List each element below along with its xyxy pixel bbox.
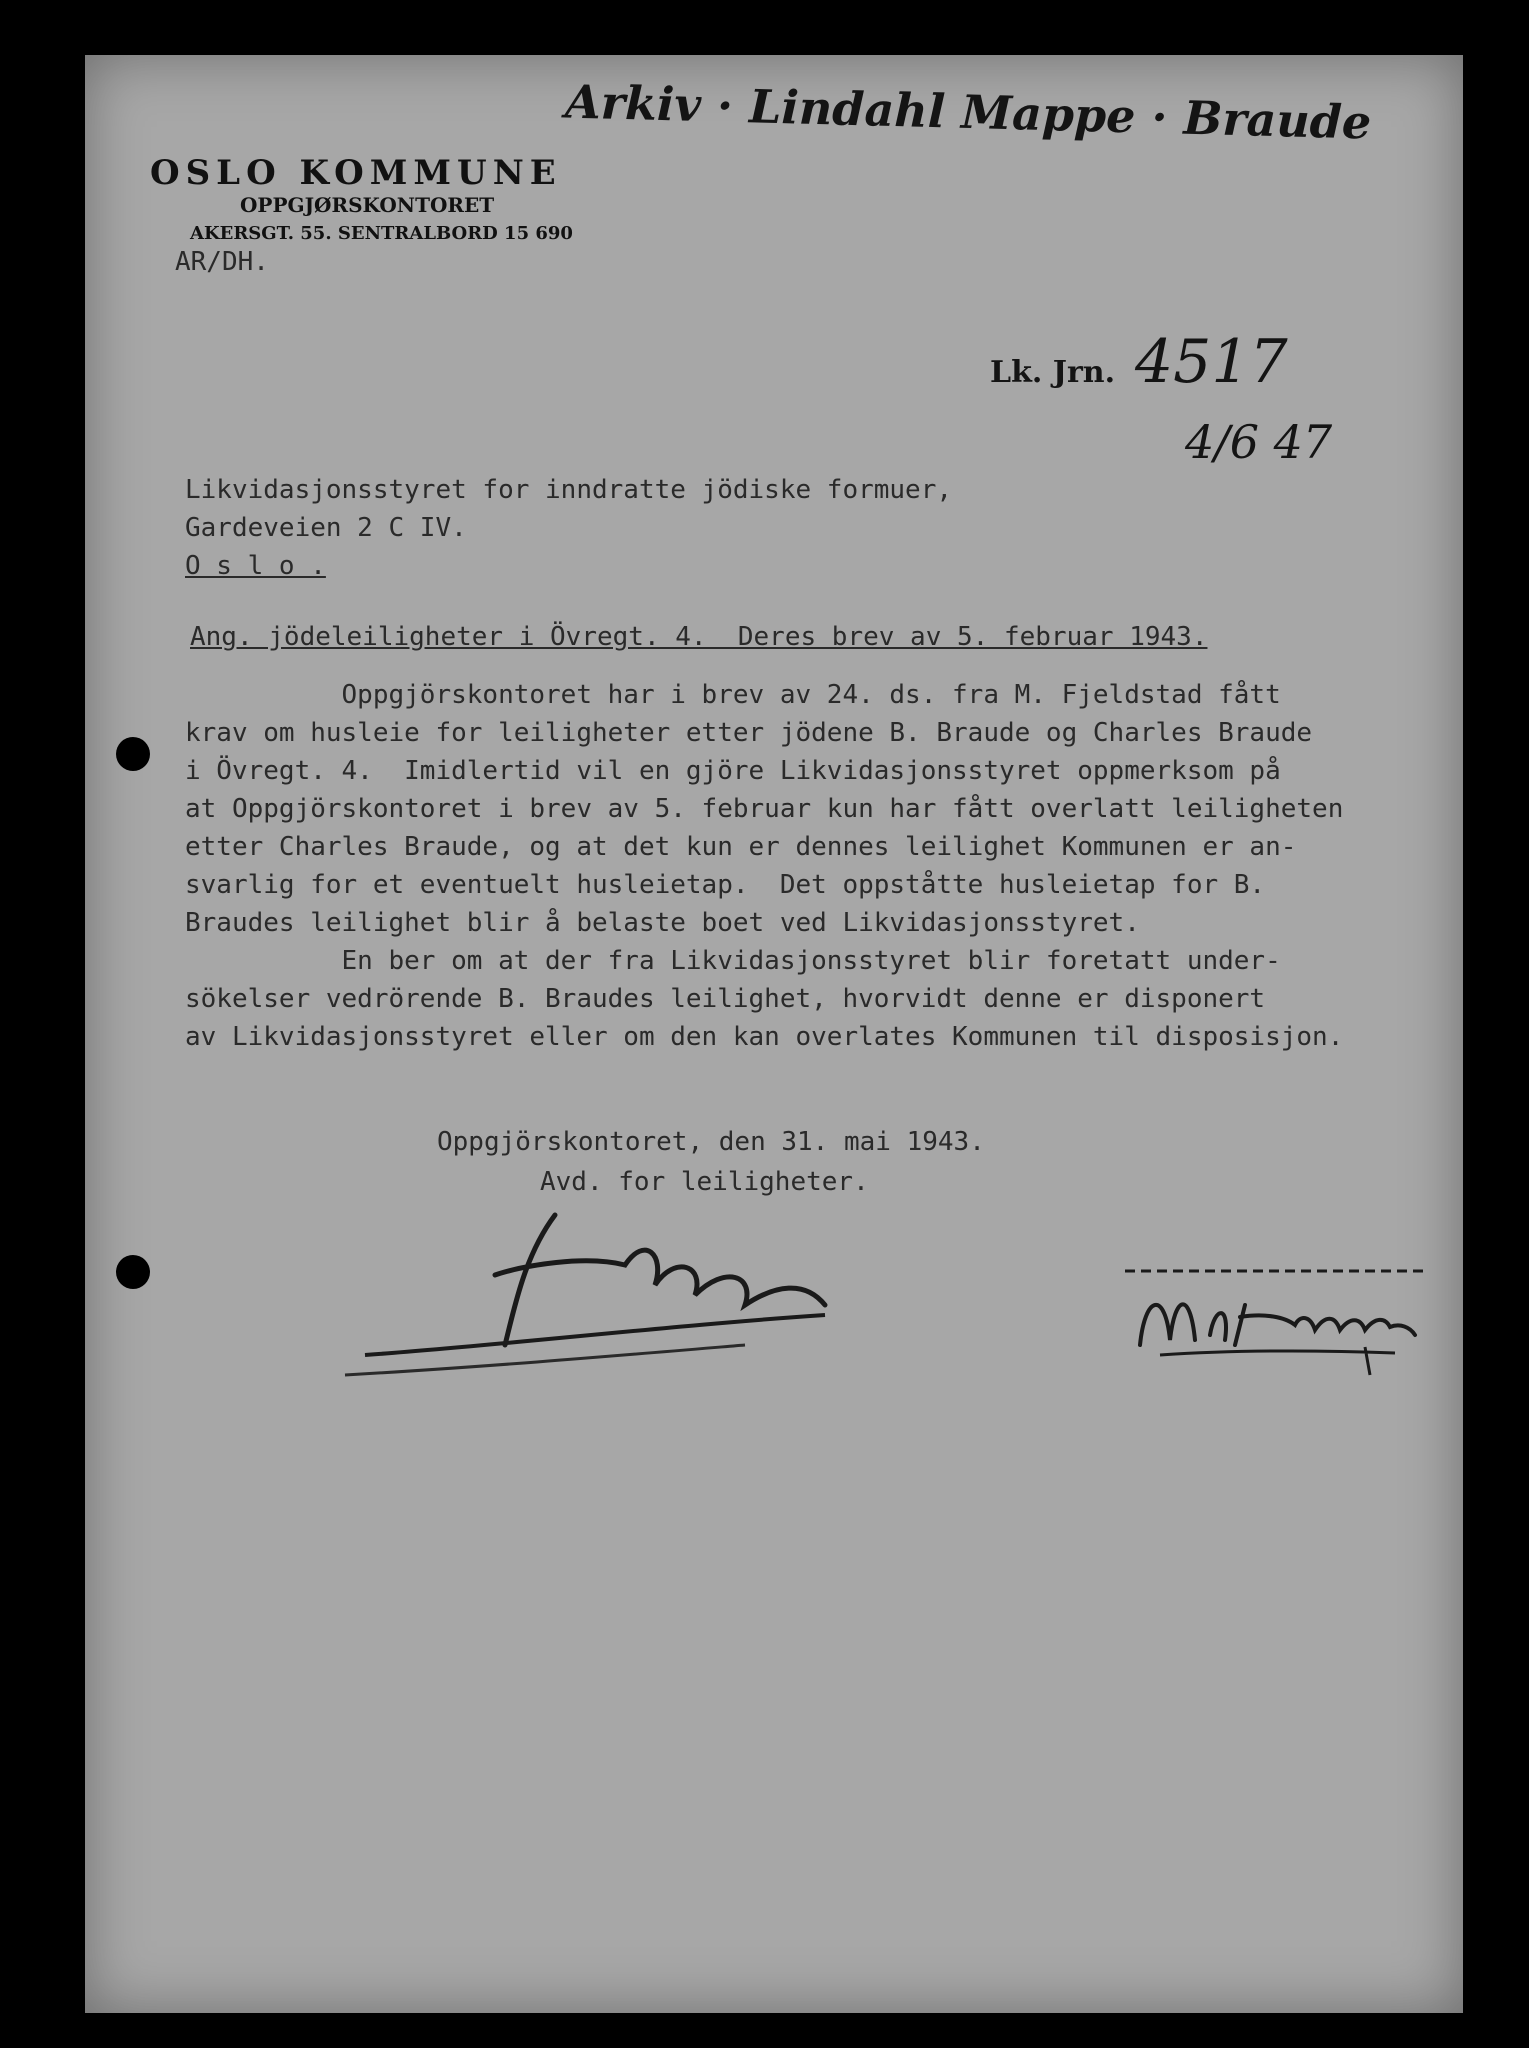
- body-line: etter Charles Braude, og at det kun er dennes leilighet Kommunen er an-: [185, 832, 1297, 862]
- journal-stamp-note: 4/6 47: [1185, 415, 1333, 469]
- signature-right: [1115, 1255, 1435, 1385]
- recipient-line: Likvidasjonsstyret for inndratte jödiske formuer,: [185, 475, 953, 505]
- recipient-line: Gardeveien 2 C IV.: [185, 513, 467, 543]
- letterhead-org: OSLO KOMMUNE: [150, 153, 562, 193]
- body-line: En ber om at der fra Likvidasjonsstyret blir foretatt under-: [185, 946, 1281, 976]
- letterhead-office: OPPGJØRSKONTORET: [240, 193, 495, 217]
- archive-annotation: Arkiv · Lindahl Mappe · Braude: [564, 74, 1372, 150]
- closing-place-date: Oppgjörskontoret, den 31. mai 1943.: [437, 1127, 985, 1157]
- recipient-line: O s l o .: [185, 551, 326, 581]
- signature-left: [325, 1195, 885, 1395]
- closing-department: Avd. for leiligheter.: [540, 1167, 869, 1197]
- body-line: svarlig for et eventuelt husleietap. Det oppståtte husleietap for B.: [185, 870, 1266, 900]
- reference-code: AR/DH.: [175, 247, 269, 277]
- body-line: at Oppgjörskontoret i brev av 5. februar kun har fått overlatt leiligheten: [185, 794, 1344, 824]
- subject-line: Ang. jödeleiligheter i Övregt. 4. Deres brev av 5. februar 1943.: [190, 622, 1208, 652]
- body-line: krav om husleie for leiligheter etter jödene B. Braude og Charles Braude: [185, 718, 1313, 748]
- punch-hole: [116, 737, 150, 771]
- body-line: Oppgjörskontoret har i brev av 24. ds. fra M. Fjeldstad fått: [185, 680, 1281, 710]
- document-page: [85, 55, 1463, 2013]
- body-line: Braudes leilighet blir å belaste boet ved Likvidasjonsstyret.: [185, 908, 1140, 938]
- body-line: i Övregt. 4. Imidlertid vil en gjöre Likvidasjonsstyret oppmerksom på: [185, 756, 1281, 786]
- punch-hole: [116, 1255, 150, 1289]
- journal-stamp-label: Lk. Jrn.: [990, 355, 1116, 390]
- body-line: av Likvidasjonsstyret eller om den kan overlates Kommunen til disposisjon.: [185, 1022, 1344, 1052]
- letterhead-address: AKERSGT. 55. SENTRALBORD 15 690: [190, 223, 573, 244]
- journal-stamp-number: 4517: [1135, 327, 1288, 397]
- body-line: sökelser vedrörende B. Braudes leilighet, hvorvidt denne er disponert: [185, 984, 1266, 1014]
